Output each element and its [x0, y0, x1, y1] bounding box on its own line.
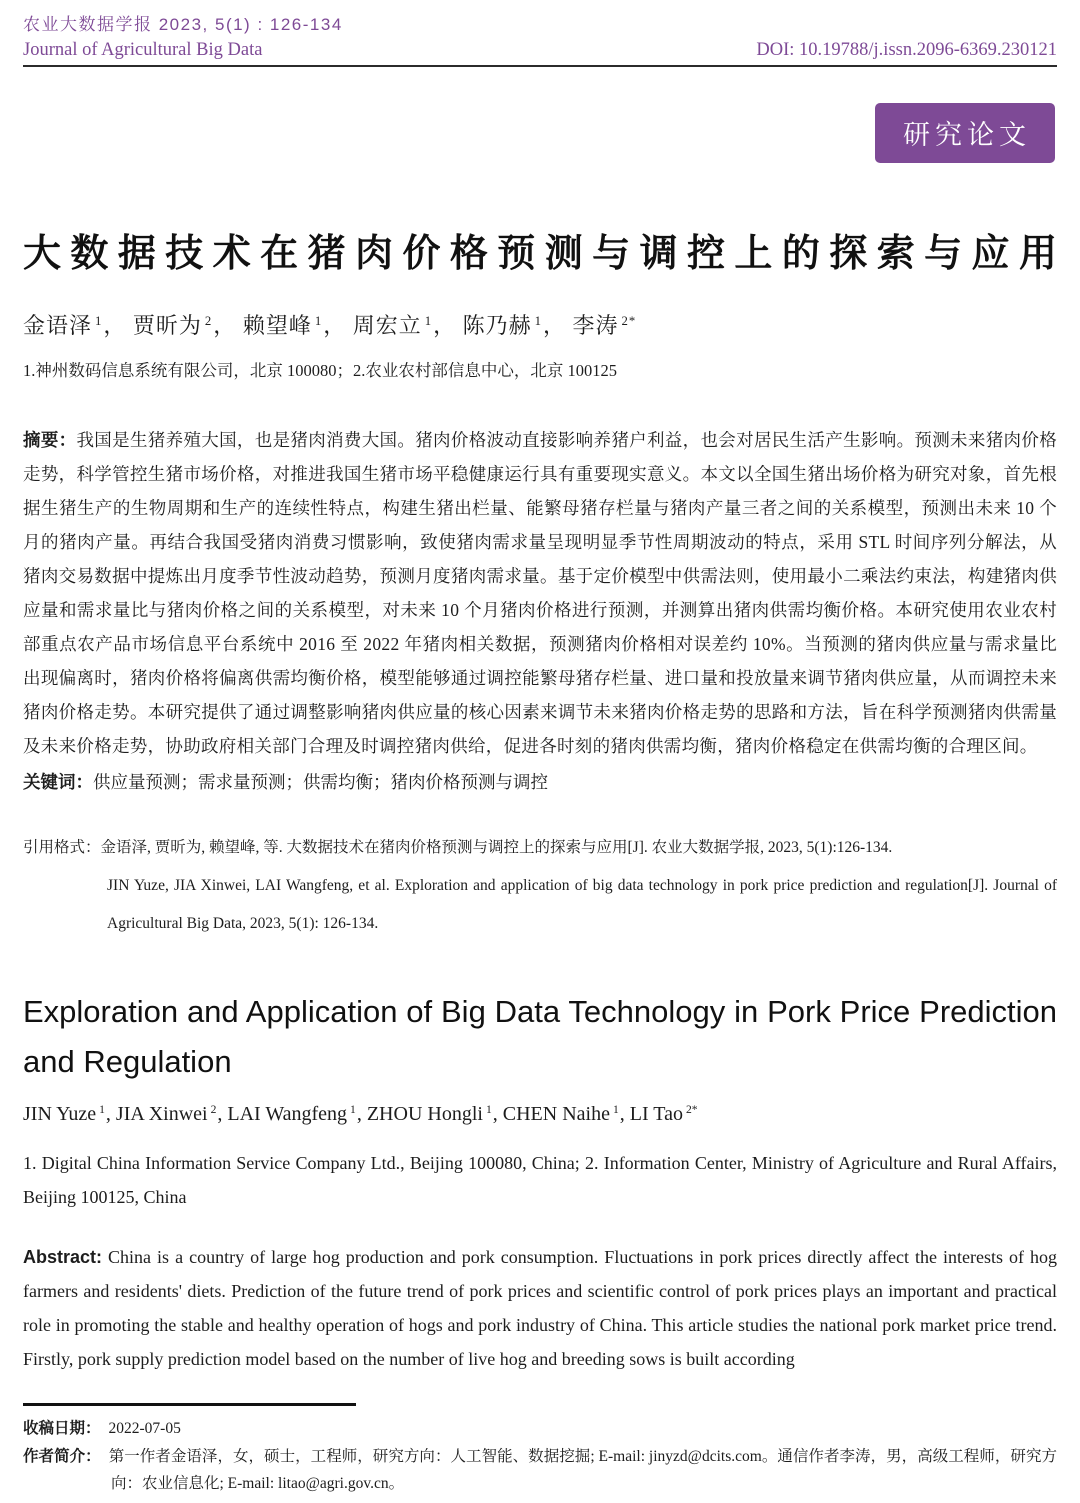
- journal-name-en: Journal of Agricultural Big Data: [23, 40, 263, 60]
- author: CHEN Naihe $^1$,: [502, 1102, 630, 1125]
- keywords-text-cn: 供应量预测；需求量预测；供需均衡；猪肉价格预测与调控: [93, 771, 548, 792]
- author-superscript: 2: [210, 1103, 217, 1117]
- author: JIN Yuze $^1$,: [23, 1102, 116, 1125]
- author: JIA Xinwei $^2$,: [115, 1102, 228, 1125]
- abstract-cn: [23, 423, 1057, 763]
- author: LI Tao $^{2*}$: [629, 1102, 698, 1125]
- bio-text: 第一作者金语泽，女，硕士，工程师，研究方向：人工智能、数据挖掘; E-mail: jinyzd@dcits.com。通信作者李涛，男，高级工程师，研究方向：农业信息化; E-mail: litao@agri.gov.cn。: [108, 1448, 1057, 1492]
- author-superscript: 1: [534, 314, 543, 329]
- article-type-badge: 研究论文: [875, 103, 1055, 163]
- citation-block: [23, 829, 1057, 943]
- abstract-label-cn: 摘要：: [23, 429, 77, 450]
- affiliation-en: 1. Digital China Information Service Company Ltd., Beijing 100080, China; 2. Information Center, Ministry of Agriculture and Rural Affairs, Beijing 100125, China: [23, 1152, 1057, 1207]
- first-page-footnote: [23, 1403, 1057, 1497]
- citation-en: JIN Yuze, JIA Xinwei, LAI Wangfeng, et al. Exploration and application of big data technology in pork price prediction and regulation[J]. Journal of Agricultural Big Data, 2023, 5(1): 126-134.: [107, 876, 1057, 932]
- author: 金语泽 $^1$，: [23, 312, 127, 338]
- article-title-en: Exploration and Application of Big Data Technology in Pork Price Prediction and Regulation: [23, 993, 1057, 1079]
- authors-en: [23, 1103, 1057, 1126]
- citation-cn: 引用格式：金语泽, 贾昕为, 赖望峰, 等. 大数据技术在猪肉价格预测与调控上的探索与应用[J]. 农业大数据学报, 2023, 5(1):126-134.: [23, 838, 893, 856]
- article-title-cn: 大数据技术在猪肉价格预测与调控上的探索与应用: [23, 233, 1057, 275]
- journal-name-cn: 农业大数据学报 2023, 5(1) : 126-134: [23, 15, 343, 34]
- received-date: 2022-07-05: [108, 1420, 181, 1437]
- received-label: 收稿日期：: [23, 1420, 101, 1437]
- author-superscript: 1: [612, 1103, 619, 1117]
- author-superscript: 1: [99, 1103, 105, 1117]
- author-superscript: 2*: [685, 1103, 698, 1117]
- author: LAI Wangfeng $^1$,: [227, 1102, 367, 1125]
- citation-label: 引用格式：: [23, 838, 101, 856]
- author-superscript: 1: [485, 1103, 492, 1117]
- abstract-en: [23, 1240, 1057, 1376]
- journal-doi: DOI: 10.19788/j.issn.2096-6369.230121: [756, 40, 1057, 60]
- header-divider: [23, 65, 1057, 67]
- footnote-divider: [23, 1403, 356, 1406]
- journal-header: [23, 0, 1057, 67]
- received-date-line: [23, 1416, 1057, 1438]
- author: 周宏立 $^1$，: [352, 312, 457, 338]
- author: 贾昕为 $^2$，: [132, 312, 237, 338]
- bio-label: 作者简介：: [23, 1448, 101, 1465]
- author: 赖望峰 $^1$，: [242, 312, 347, 338]
- authors-cn: [23, 309, 1057, 340]
- author-superscript: 2*: [621, 314, 637, 329]
- author: 陈乃赫 $^1$，: [462, 312, 567, 338]
- keywords-label-cn: 关键词：: [23, 771, 93, 792]
- affiliation-cn: 1.神州数码信息系统有限公司，北京 100080；2.农业农村部信息中心，北京 100125: [23, 360, 617, 380]
- author-bio-line: [23, 1443, 1057, 1497]
- author: ZHOU Hongli $^1$,: [366, 1102, 503, 1125]
- keywords-cn: [23, 765, 1057, 799]
- author-superscript: 1: [424, 314, 433, 329]
- abstract-text-cn: 我国是生猪养殖大国，也是猪肉消费大国。猪肉价格波动直接影响养猪户利益，也会对居民生活产生影响。预测未来猪肉价格走势，科学管控生猪市场价格，对推进我国生猪市场平稳健康运行具有重要现实意义。本文以全国生猪出场价格为研究对象，首先根据生猪生产的生物周期和生产的连续性特点，构建生猪出栏量、能繁母猪存栏量与猪肉产量三者之间的关系模型，预测出未来 10 个月的猪肉产量。再结合我国受猪肉消费习惯影响，致使猪肉需求量呈现明显季节性周期波动的特点，采用 STL 时间序列分解法，从猪肉交易数据中提炼出月度季节性波动趋势，预测月度猪肉需求量。基于定价模型中供需法则，使用最小二乘法约束法，构建猪肉供应量和需求量比与猪肉价格之间的关系模型，对未来 10 个月猪肉价格进行预测，并测算出猪肉供需均衡价格。本研究使用农业农村部重点农产品市场信息平台系统中 2016 至 2022 年猪肉相关数据，预测猪肉价格相对误差约 10%。当预测的猪肉供应量与需求量比出现偏离时，猪肉价格将偏离供需均衡价格，模型能够通过调控能繁母猪存栏量、进口量和投放量来调节猪肉供应量，从而调控未来猪肉价格走势。本研究提供了通过调整影响猪肉供应量的核心因素来调节未来猪肉价格走势的思路和方法，旨在科学预测猪肉供需量及未来价格走势，协助政府相关部门合理及时调控猪肉供给，促进各时刻的猪肉供需均衡，猪肉价格稳定在供需均衡的合理区间。: [23, 429, 1057, 756]
- abstract-text-en: China is a country of large hog production and pork consumption. Fluctuations in pork prices directly affect the interests of hog farmers and residents' diets. Prediction of the future trend of pork prices and scientific control of pork prices plays an important and practical role in promoting the stable and healthy operation of hogs and pork industry of China. This article studies the national pork market price trend. Firstly, pork supply prediction model based on the number of live hog and breeding sows is built according: [23, 1246, 1058, 1369]
- author-superscript: 1: [350, 1103, 356, 1117]
- author-superscript: 2: [204, 314, 213, 329]
- abstract-label-en: Abstract:: [23, 1246, 103, 1267]
- author-superscript: 1: [314, 314, 323, 329]
- author-superscript: 1: [95, 314, 103, 329]
- author: 李涛 $^{2*}$: [572, 312, 637, 338]
